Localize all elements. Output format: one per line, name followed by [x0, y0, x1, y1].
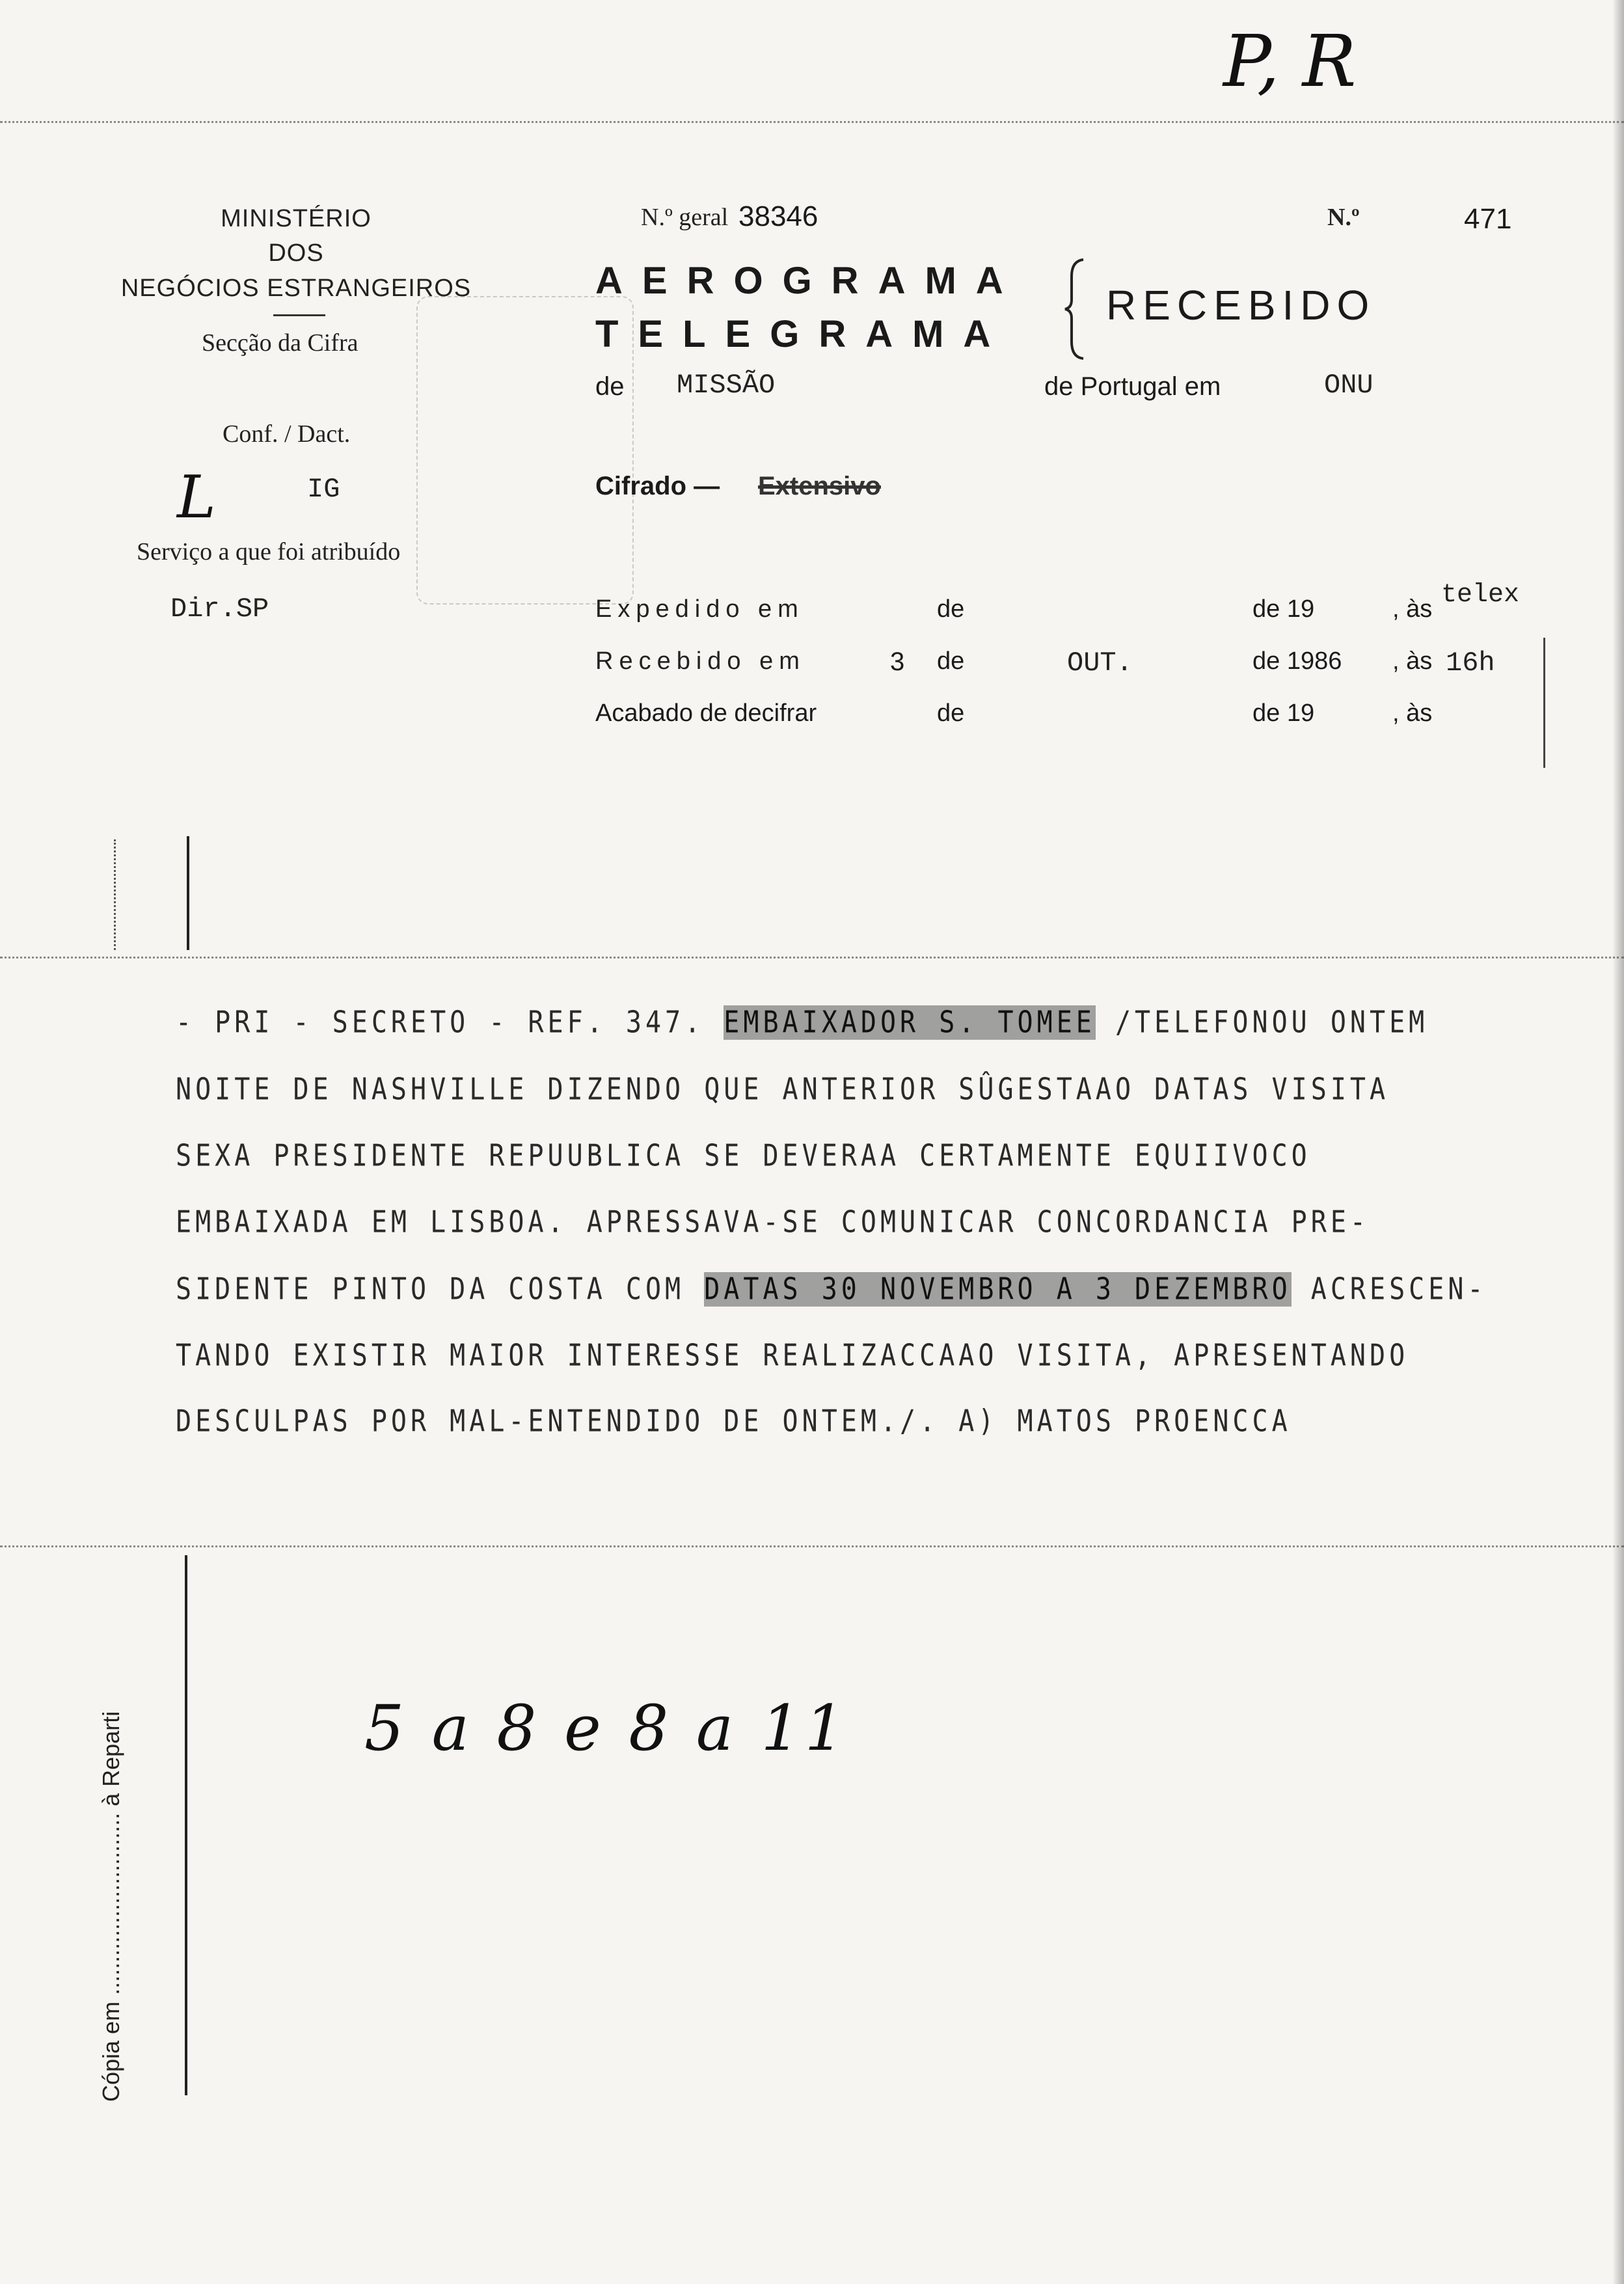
portugal-label: de Portugal em: [1044, 372, 1221, 401]
copy-side-label: Cópia em ............................ à Reparti: [98, 1711, 124, 2102]
expedido-time: telex: [1441, 580, 1520, 610]
acabado-label: Acabado de decifrar: [595, 700, 817, 727]
message-line-4: EMBAIXADA EM LISBOA. APRESSAVA-SE COMUNICAR CONCORDANCIA PRE-: [176, 1205, 1370, 1240]
message-line-2: NOITE DE NASHVILLE DIZENDO QUE ANTERIOR SÛGESTAAO DATAS VISITA: [176, 1072, 1390, 1107]
number-value: 471: [1464, 203, 1512, 235]
handwritten-corner-mark: P, R: [1223, 20, 1357, 103]
ministry-rule: [273, 314, 325, 316]
recebido-day: 3: [890, 647, 905, 676]
acabado-year: de 19: [1252, 700, 1315, 727]
ministry-line3: NEGÓCIOS ESTRANGEIROS: [120, 275, 472, 302]
expedido-year: de 19: [1252, 595, 1315, 623]
section-label: Secção da Cifra: [202, 329, 359, 357]
lower-perforation: [0, 1545, 1624, 1547]
expedido-de: de: [937, 595, 965, 623]
message-line-1: - PRI - SECRETO - REF. 347. EMBAIXADOR S. TOMEE /TELEFONOU ONTEM: [176, 1005, 1429, 1040]
recebido-de: de: [937, 647, 965, 675]
recebido-label: Recebido em: [595, 647, 805, 675]
expedido-label: Expedido em: [595, 595, 804, 623]
dates-right-rule: [1543, 638, 1545, 768]
cifrado-struck: Extensivo: [758, 472, 881, 500]
ministry-line1: MINISTÉRIO: [221, 205, 372, 232]
acabado-as: , às: [1392, 700, 1433, 727]
top-perforation: [0, 121, 1624, 123]
type-brace: [1064, 257, 1090, 361]
expedido-as: , às: [1392, 595, 1433, 623]
middle-perforation: [0, 957, 1624, 958]
conf-value: IG: [307, 474, 340, 505]
ministry-line2: DOS: [268, 239, 324, 267]
de-label: de: [595, 372, 625, 401]
message-line-5: SIDENTE PINTO DA COSTA COM DATAS 30 NOVEMBRO A 3 DEZEMBRO ACRESCEN-: [176, 1272, 1487, 1307]
service-label: Serviço a que foi atribuído: [137, 538, 401, 565]
status-recebido: RECEBIDO: [1106, 282, 1376, 329]
left-solid-rule-bottom: [185, 1555, 187, 2095]
conf-label: Conf. / Dact.: [223, 420, 351, 448]
geral-label: N.º geral: [641, 204, 729, 231]
message-line-6: TANDO EXISTIR MAIOR INTERESSE REALIZACCAAO VISITA, APRESENTANDO: [176, 1339, 1409, 1373]
acabado-de: de: [937, 700, 965, 727]
left-dotted-rule-top: [114, 839, 116, 950]
message-line-7: DESCULPAS POR MAL-ENTENDIDO DE ONTEM./. A) MATOS PROENCCA: [176, 1404, 1292, 1439]
telegrama-label: TELEGRAMA: [595, 313, 1010, 355]
service-value: Dir.SP: [170, 593, 269, 625]
cifrado-label: Cifrado —: [595, 472, 720, 500]
recebido-month: OUT.: [1067, 647, 1133, 679]
geral-value: 38346: [738, 200, 819, 232]
recebido-as: , às: [1392, 647, 1433, 675]
number-label: N.º: [1327, 204, 1360, 231]
portugal-value: ONU: [1324, 370, 1374, 401]
aerograma-label: AEROGRAMA: [595, 260, 1023, 302]
message-highlight-1: EMBAIXADOR S. TOMEE: [724, 1005, 1096, 1040]
message-highlight-2: DATAS 30 NOVEMBRO A 3 DEZEMBRO: [704, 1272, 1292, 1307]
message-line-3: SEXA PRESIDENTE REPUUBLICA SE DEVERAA CERTAMENTE EQUIIVOCO: [176, 1139, 1311, 1173]
scan-edge-shadow: [1612, 0, 1624, 2284]
initial-mark: L: [177, 463, 216, 532]
de-value: MISSÃO: [677, 370, 776, 401]
recebido-year: de 1986: [1252, 647, 1342, 675]
recebido-time: 16h: [1446, 647, 1495, 679]
left-solid-rule-top: [187, 836, 189, 950]
handwritten-page-note: 5 a 8 e 8 a 11: [364, 1692, 848, 1765]
